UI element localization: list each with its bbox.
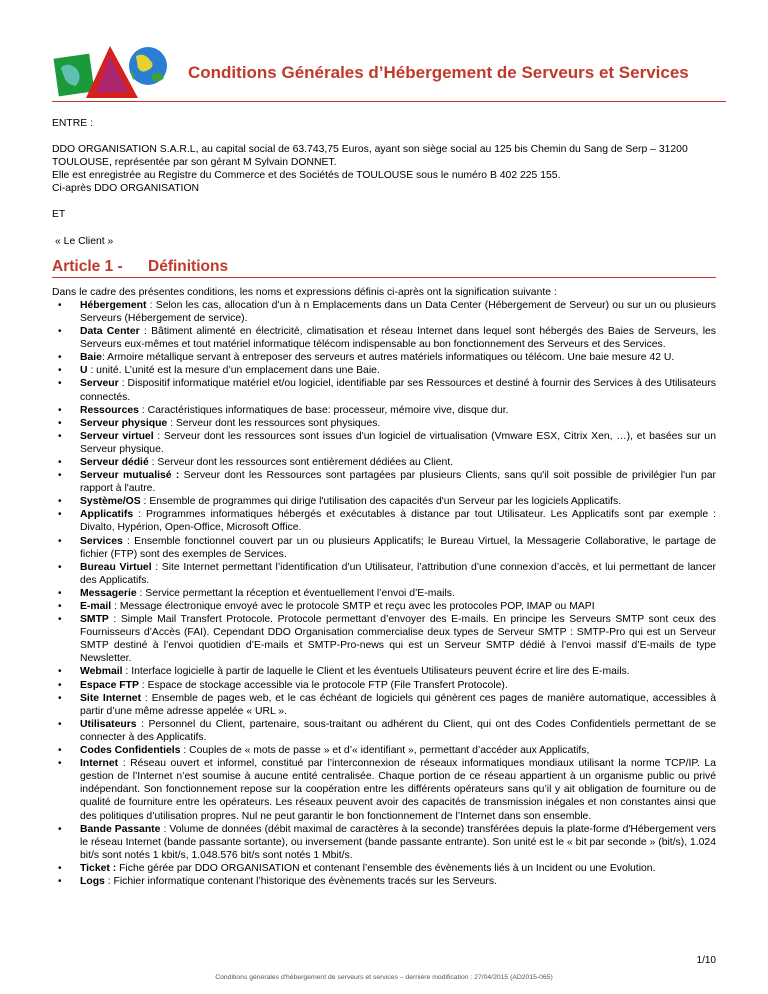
- definition-text: : Fichier informatique contenant l’historique des évènements tracés sur les Serveurs.: [104, 875, 497, 887]
- definition-item: [52, 757, 716, 822]
- definition-term: Hébergement: [80, 299, 147, 311]
- definition-text: : Réseau ouvert et informel, constitué par l’interconnexion de réseaux informatiques mondiaux utilisant la norme TCP/IP. La gestion de l’Internet n’est soumise à aucune entité centralisée. Chaque portion de ce réseau appartient à un organisme public ou privé indépendant. Son fonctionnement repose sur la coopération entre les différents opérateurs sans qu’il y ait obligation de fourniture ou de qualité de fourniture entre les opérateurs. Les réseaux peuvent avoir des capacités de transmission inégales et non constantes ainsi que des politiques d’utilisation propres. Nul ne peut garantir le bon fonctionnement de l’Internet dans son ensemble.: [80, 758, 716, 822]
- definition-item: [52, 430, 716, 456]
- bullet-icon: •: [58, 417, 62, 429]
- definition-term: Bureau Virtuel: [80, 561, 152, 573]
- definition-item: [52, 665, 716, 678]
- definition-term: Serveur mutualisé :: [80, 470, 180, 482]
- definition-term: Messagerie: [80, 587, 137, 599]
- definition-item: [52, 495, 716, 508]
- definition-text: : Ensemble de programmes qui dirige l'utilisation des capacités d'un Serveur par les logiciels Applicatifs.: [140, 496, 622, 508]
- definition-item: [52, 299, 716, 325]
- definition-term: SMTP: [80, 614, 109, 626]
- definition-text: : Volume de données (débit maximal de caractères à la seconde) transférées depuis la plate-forme d'Hébergement vers le réseau Internet (bande passante sortante), ou inversement (bande passante entrante). Son unité est le « bit par seconde » (bit/s), 1.024 bit/s sont notés 1 kbit/s, 1.048.576 bit/s sont notés 1 Mbit/s.: [80, 823, 717, 861]
- definition-term: Serveur physique: [80, 417, 168, 429]
- definition-text: : Simple Mail Transfert Protocole. Protocole permettant d’envoyer des E-mails. En principe les Serveurs SMTP sont ceux des Fournisseurs d’Accès (FAI). Cependant DDO Organisation commercialise deux types de Serveur SMTP : SMTP-Pro qui est un Serveur SMTP destiné à l’envoi quotidien d’E-mails et SMTP-Pro-news qui est un Serveur SMTP dédié à l’envoi massif d’E-mails de type Newsletter.: [80, 614, 716, 665]
- bullet-icon: •: [58, 456, 62, 468]
- definition-term: Services: [80, 535, 123, 547]
- bullet-icon: •: [58, 692, 62, 704]
- definition-text: : Ensemble fonctionnel couvert par un ou plusieurs Applicatifs; le Bureau Virtuel, la Messagerie Collaborative, le partage de fichier (FTP) sont des exemples de Services.: [80, 535, 716, 560]
- definition-term: Data Center: [80, 326, 140, 338]
- definition-item: [52, 875, 716, 888]
- definition-term: Espace FTP: [80, 679, 139, 691]
- definition-text: : Serveur dont les ressources sont issues d'un logiciel de virtualisation (Vmware ESX, Citrix Xen, …), et basées sur un Serveur physique.: [80, 430, 716, 455]
- definition-text: : Message électronique envoyé avec le protocole SMTP et reçu avec les protocoles POP, IMAP ou MAPI: [111, 601, 595, 612]
- document-body: [52, 117, 716, 888]
- bullet-icon: •: [58, 299, 62, 311]
- definition-term: Site Internet: [80, 692, 142, 704]
- bullet-icon: •: [58, 601, 62, 612]
- definition-text: : Selon les cas, allocation d’un à n Emplacements dans un Data Center (Hébergement de Serveur) ou sur un ou plusieurs Serveurs (Hébergement de service).: [80, 299, 716, 324]
- definition-term: U: [80, 365, 88, 377]
- definition-item: [52, 600, 716, 613]
- definition-text: : Interface logicielle à partir de laquelle le Client et les éventuels Utilisateurs peuvent écrire et lire des E-mails.: [122, 666, 630, 678]
- bullet-icon: •: [58, 326, 62, 338]
- definition-term: Ticket :: [80, 862, 117, 874]
- article-title: Définitions: [148, 257, 229, 275]
- bullet-icon: •: [58, 666, 62, 678]
- definition-term: E-mail: [80, 601, 112, 612]
- footer-note: Conditions générales d'hébergement de serveurs et services – dernière modification : 27/04/2015 (AD2015-065): [215, 974, 553, 981]
- bullet-icon: •: [58, 352, 62, 364]
- definition-item: [52, 535, 716, 561]
- article-number: Article 1 -: [52, 257, 123, 275]
- entre-label: ENTRE :: [52, 118, 93, 129]
- definition-text: : Armoire métallique servant à entreposer des serveurs et autres matériels informatiques ou télécom. Une baie mesure 42 U.: [101, 352, 675, 364]
- company-logo: [52, 40, 170, 110]
- bullet-icon: •: [58, 509, 62, 521]
- definition-item: [52, 718, 716, 744]
- definition-text: : Espace de stockage accessible via le protocole FTP (File Transfert Protocole).: [138, 679, 508, 691]
- definition-item: [52, 508, 716, 534]
- definition-text: : Site Internet permettant l’identification d’un Utilisateur, l’attribution d’une connexion d’accès, et lui permettant de lancer des Applicatifs.: [80, 561, 716, 586]
- definition-item: [52, 587, 716, 600]
- bullet-icon: •: [58, 745, 62, 757]
- bullet-icon: •: [58, 430, 62, 442]
- company-registration: Elle est enregistrée au Registre du Commerce et des Sociétés de TOULOUSE sous le numéro B 402 225 155.: [52, 170, 561, 182]
- bullet-icon: •: [58, 496, 62, 508]
- bullet-icon: •: [58, 535, 62, 547]
- definition-item: [52, 862, 716, 875]
- definition-term: Serveur dédié: [80, 456, 149, 468]
- bullet-icon: •: [58, 614, 62, 626]
- article-heading: [52, 257, 716, 275]
- definition-term: Internet: [80, 758, 119, 770]
- definition-text: : Programmes informatiques hébergés et exécutables à distance par tout Utilisateur. Les Applicatifs sont par exemple : Divalto, Hypérion, Open-Office, Microsoft Office.: [80, 509, 716, 534]
- definition-item: [52, 692, 716, 718]
- bullet-icon: •: [58, 679, 62, 691]
- bullet-icon: •: [58, 758, 62, 770]
- bullet-icon: •: [58, 378, 62, 390]
- definition-item: [52, 325, 716, 351]
- bullet-icon: •: [58, 718, 62, 730]
- company-description: DDO ORGANISATION S.A.R.L, au capital social de 63.743,75 Euros, ayant son siège social au 125 bis Chemin du Sang de Serp – 31200 TOULOUSE, représentée par son gérant M Sylvain DONNET.: [52, 144, 688, 169]
- definition-term: Logs: [80, 875, 105, 887]
- bullet-icon: •: [58, 470, 62, 482]
- definition-term: Serveur virtuel: [80, 430, 154, 442]
- definition-item: [52, 823, 716, 862]
- definition-item: [52, 351, 716, 364]
- definition-text: : Dispositif informatique matériel et/ou logiciel, identifiable par ses Ressources et destiné à fournir des Services à des Utilisateurs connectés.: [80, 378, 716, 403]
- definition-item: [52, 613, 716, 665]
- definition-text: : Ensemble de pages web, et le cas échéant de logiciels qui génèrent ces pages de manière automatique, accessibles à partir d’une même adresse appelée « URL ».: [80, 692, 717, 717]
- bullet-icon: •: [58, 587, 62, 599]
- definition-text: : Couples de « mots de passe » et d’« identifiant », permettant d’accéder aux Applicatifs,: [180, 745, 590, 757]
- definition-item: [52, 469, 716, 495]
- article-divider: [52, 277, 716, 278]
- definition-text: Serveur dont les Ressources sont partagées par plusieurs Clients, sans qu'il soit possible de privilégier l'un par rapport à l'autre.: [80, 470, 716, 495]
- bullet-icon: •: [58, 561, 62, 573]
- definition-text: : Caractéristiques informatiques de base: processeur, mémoire vive, disque dur.: [138, 404, 509, 416]
- definition-term: Ressources: [80, 404, 139, 416]
- definition-item: [52, 404, 716, 417]
- company-alias: Ci-après DDO ORGANISATION: [52, 183, 200, 195]
- document-title: Conditions Générales d’Hébergement de Serveurs et Services: [188, 63, 689, 82]
- definition-text: : Personnel du Client, partenaire, sous-traitant ou adhérent du Client, qui ont des Codes Confidentiels permettant de se connecter à des Applicatifs.: [80, 718, 716, 743]
- article-intro: Dans le cadre des présentes conditions, les noms et expressions définis ci-après ont la signification suivante :: [52, 286, 557, 298]
- bullet-icon: •: [58, 365, 62, 377]
- definition-term: Système/OS: [80, 496, 141, 508]
- definitions-list: [52, 299, 716, 888]
- bullet-icon: •: [58, 875, 62, 887]
- definition-term: Baie: [80, 352, 102, 364]
- bullet-icon: •: [58, 862, 62, 874]
- bullet-icon: •: [58, 404, 62, 416]
- definition-item: [52, 377, 716, 403]
- definition-text: : Service permettant la réception et éventuellement l’envoi d’E-mails.: [136, 587, 455, 599]
- client-label: « Le Client »: [55, 235, 114, 247]
- definition-item: [52, 417, 716, 430]
- definition-term: Codes Confidentiels: [80, 745, 181, 757]
- definition-term: Bande Passante: [80, 823, 161, 835]
- definition-item: [52, 364, 716, 377]
- definition-term: Serveur: [80, 378, 119, 390]
- definition-item: [52, 679, 716, 692]
- definition-text: Fiche gérée par DDO ORGANISATION et contenant l’ensemble des évènements liés à un Incident ou une Evolution.: [116, 862, 656, 874]
- definition-item: [52, 744, 716, 757]
- page-number: 1/10: [696, 955, 716, 966]
- definition-text: : Serveur dont les ressources sont entièrement dédiées au Client.: [148, 456, 454, 468]
- definition-text: : unité. L’unité est la mesure d’un emplacement dans une Baie.: [87, 365, 380, 377]
- definition-item: [52, 456, 716, 469]
- et-label: ET: [52, 209, 66, 221]
- definition-term: Utilisateurs: [80, 718, 137, 730]
- definition-item: [52, 561, 716, 587]
- definition-term: Applicatifs: [80, 509, 134, 521]
- bullet-icon: •: [58, 823, 62, 835]
- definition-text: : Serveur dont les ressources sont physiques.: [167, 417, 381, 429]
- definition-term: Webmail: [80, 666, 123, 678]
- header-divider: [52, 101, 726, 102]
- definition-text: : Bâtiment alimenté en électricité, climatisation et réseau Internet dans lequel sont hébergés des Baies de Serveurs, les Serveurs eux-mêmes et tout matériel informatique télécom indispensable au bon fonctionnement des Serveurs et des Services.: [80, 326, 716, 351]
